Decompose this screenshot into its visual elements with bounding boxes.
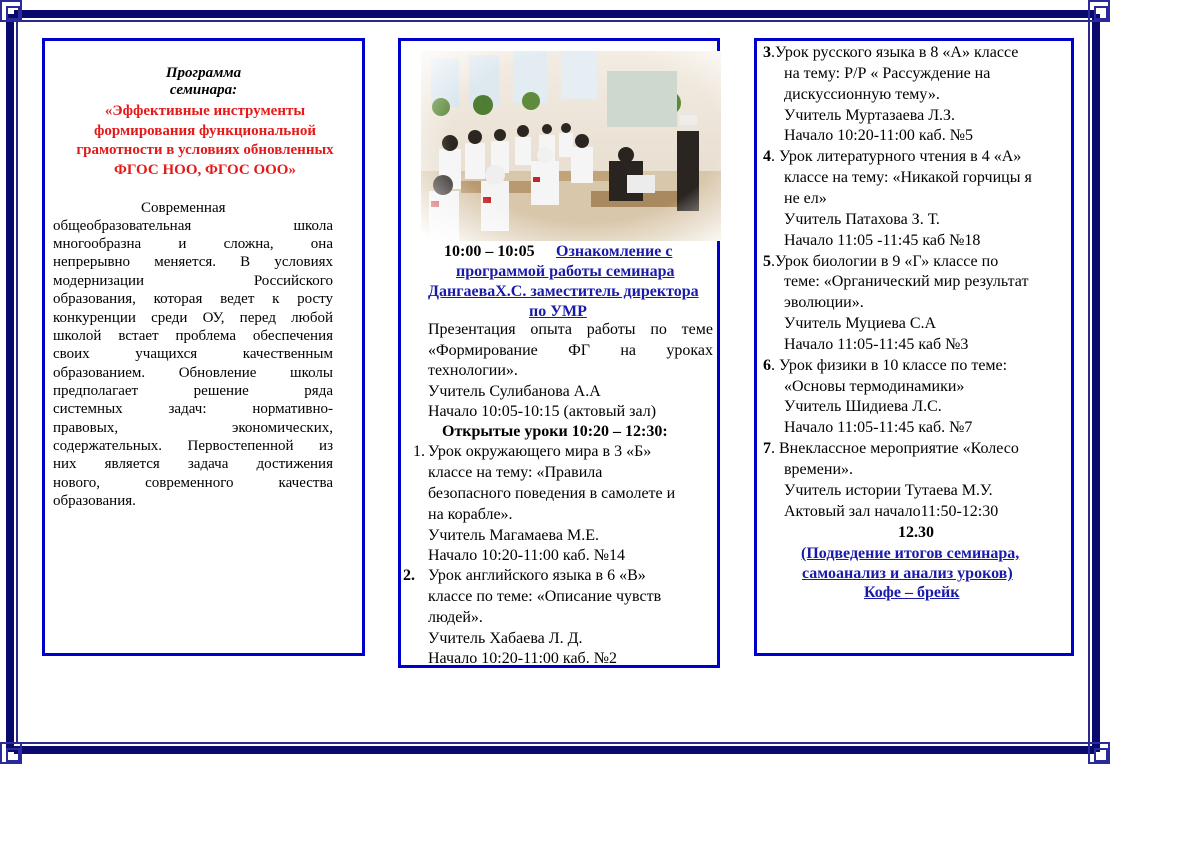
lesson-line: [784, 126, 973, 147]
lesson-text: Учитель истории Тутаева М.У.: [784, 481, 993, 499]
lesson-text: «Основы термодинамики»: [784, 377, 965, 395]
paragraph-line: общеобразовательная школа: [53, 218, 333, 234]
paragraph-line: образования.: [53, 493, 136, 509]
paragraph-line: образования, которая ведет к росту: [53, 291, 333, 307]
paragraph-line: школой встает проблема обеспечения: [53, 328, 333, 344]
lesson-text: времени».: [784, 461, 854, 478]
corner-ornament-top-right: [1088, 0, 1110, 22]
paragraph-line: нового, современного качества: [53, 474, 333, 491]
corner-ornament-bottom-left: [0, 742, 22, 764]
lesson-text: .Урок русского языка в 8 «А» классе: [771, 44, 1019, 61]
lesson-line: людей».: [428, 609, 483, 626]
heading-line: грамотности в условиях обновленных: [76, 142, 334, 158]
lesson-line: Учитель Магамаева М.Е.: [428, 527, 599, 544]
paragraph-line: непрерывно меняется. В условиях: [53, 254, 333, 270]
panel-middle: [398, 38, 720, 668]
lesson-line: [784, 231, 980, 252]
lesson-number: 5: [763, 252, 771, 270]
lesson-number: 1.: [413, 443, 425, 460]
agenda-link-intro[interactable]: программой работы семинара: [456, 263, 675, 280]
lesson-line: [784, 502, 998, 523]
lesson-line: Урок окружающего мира в 3 «Б»: [428, 443, 652, 460]
program-title: Программа: [165, 65, 242, 81]
lesson-line: безопасного поведения в самолете и: [428, 485, 676, 502]
lesson-text: классе на тему: «Никакой горчицы я: [784, 169, 1032, 187]
lesson-text: . Урок литературного чтения в 4 «А»: [771, 148, 1022, 166]
lesson-text: Учитель Муциева С.А: [784, 315, 937, 333]
lesson-line: [784, 64, 990, 85]
lesson-line: на корабле».: [428, 506, 513, 523]
panel-left: [42, 38, 365, 656]
coffee-break-link[interactable]: Кофе – брейк: [864, 584, 960, 601]
heading-line: «Эффективные инструменты: [104, 103, 306, 119]
frame-border-right: [1092, 14, 1100, 752]
session-time: 10:00 – 10:05: [444, 243, 535, 260]
presentation-line: Начало 10:05-10:15 (актовый зал): [428, 403, 657, 420]
lesson-line: [784, 189, 827, 210]
paragraph-line: Современная: [141, 200, 226, 216]
paragraph-line: предполагает решение ряда: [53, 383, 333, 399]
agenda-link-intro[interactable]: Ознакомление с: [556, 243, 673, 260]
lesson-line: классе по теме: «Описание чувств: [428, 588, 662, 605]
lesson-line: [763, 43, 1018, 64]
heading-line: ФГОС НОО, ФГОС ООО»: [114, 161, 296, 178]
lesson-line: [784, 168, 1032, 189]
lesson-line: [784, 293, 864, 314]
paragraph-line: содержательных. Первостепенной из: [53, 438, 333, 454]
lesson-text: эволюции».: [784, 294, 864, 312]
lesson-line: Учитель Хабаева Л. Д.: [428, 630, 583, 647]
paragraph-line: них является задача достижения: [53, 456, 333, 472]
paragraph-line: модернизации Российского: [53, 272, 333, 289]
lesson-text: .Урок биологии в 9 «Г» классе по: [771, 252, 999, 270]
lesson-line: [784, 460, 853, 481]
lesson-text: Начало 11:05-11:45 каб №3: [784, 335, 969, 353]
lesson-text: Учитель Патахова З. Т.: [784, 210, 940, 228]
panel-right: [754, 38, 1074, 656]
summary-link[interactable]: самоанализ и анализ уроков): [802, 565, 1013, 582]
lesson-text: Начало 11:05 -11:45 каб №18: [784, 231, 981, 249]
frame-border-bottom: [14, 746, 1096, 754]
frame-inner-bottom: [18, 742, 1090, 744]
presentation-line: Учитель Сулибанова А.А: [428, 383, 601, 400]
program-subtitle: семинара:: [169, 82, 238, 98]
lesson-text: . Урок физики в 10 классе по теме:: [771, 356, 1008, 374]
lesson-line: [763, 147, 1021, 168]
lesson-line: [784, 210, 940, 231]
lesson-line: [763, 439, 1019, 460]
lesson-line: [784, 272, 1028, 293]
frame-inner-top: [18, 20, 1090, 22]
paragraph-line: системных задач: нормативно-: [53, 401, 333, 417]
agenda-link-intro[interactable]: по УМР: [529, 303, 587, 320]
presentation-line: «Формирование ФГ на уроках: [428, 342, 713, 359]
lesson-text: дискуссионную тему».: [784, 85, 940, 103]
lesson-line: Начало 10:20-11:00 каб. №2: [428, 650, 617, 667]
lesson-line: [763, 356, 1007, 377]
lesson-line: [784, 481, 993, 502]
lesson-text: теме: «Органический мир результат: [784, 273, 1029, 291]
open-lessons-heading: Открытые уроки 10:20 – 12:30:: [442, 423, 668, 440]
paragraph-line: образованием. Обновление школы: [53, 364, 333, 381]
lesson-line: [784, 397, 942, 418]
lesson-number: 4: [763, 148, 771, 166]
lesson-text: Актовый зал начало11:50-12:30: [784, 502, 999, 520]
lesson-text: Начало 10:20-11:00 каб. №5: [784, 127, 973, 145]
presentation-line: технологии».: [428, 362, 518, 379]
paragraph-line: своих учащихся качественным: [53, 346, 333, 362]
frame-inner-left: [16, 22, 18, 744]
paragraph-line: правовых, экономических,: [53, 419, 333, 436]
lesson-text: Учитель Муртазаева Л.З.: [784, 106, 956, 124]
lesson-line: [784, 106, 955, 127]
paragraph-line: конкуренции среди ОУ, перед любой: [53, 309, 333, 326]
lesson-line: [784, 418, 972, 439]
frame-inner-right: [1088, 22, 1090, 744]
presentation-line: Презентация опыта работы по теме: [428, 321, 713, 338]
lesson-number: 6: [763, 356, 771, 374]
classroom-photo: [421, 51, 721, 241]
lesson-number: 2.: [403, 567, 415, 584]
lesson-text: . Внеклассное мероприятие «Колесо: [771, 440, 1019, 458]
frame-border-left: [6, 14, 14, 752]
lesson-line: [784, 314, 936, 335]
lesson-number: 3: [763, 44, 771, 61]
corner-ornament-top-left: [0, 0, 22, 22]
lesson-line: Урок английского языка в 6 «В»: [428, 567, 646, 584]
heading-line: формирования функциональной: [93, 122, 317, 139]
lesson-text: Учитель Шидиева Л.С.: [784, 398, 942, 416]
lesson-line: Начало 10:20-11:00 каб. №14: [428, 547, 625, 564]
final-time: 12.30: [898, 524, 934, 541]
paragraph-line: многообразна и сложна, она: [53, 236, 333, 252]
summary-link[interactable]: (Подведение итогов семинара,: [801, 545, 1020, 562]
lesson-line: [784, 335, 968, 356]
corner-ornament-bottom-right: [1088, 742, 1110, 764]
lesson-line: [784, 85, 940, 106]
agenda-link-intro[interactable]: ДангаеваХ.С. заместитель директора: [428, 283, 699, 300]
lesson-line: [784, 377, 964, 398]
lesson-text: не ел»: [784, 189, 827, 207]
frame-border-top: [14, 10, 1096, 18]
lesson-number: 7: [763, 440, 771, 458]
classroom-illustration: [421, 51, 721, 241]
lesson-line: [763, 252, 998, 273]
lesson-text: Начало 11:05-11:45 каб. №7: [784, 419, 973, 437]
lesson-text: на тему: Р/Р « Рассуждение на: [784, 64, 991, 82]
lesson-line: классе на тему: «Правила: [428, 464, 603, 481]
